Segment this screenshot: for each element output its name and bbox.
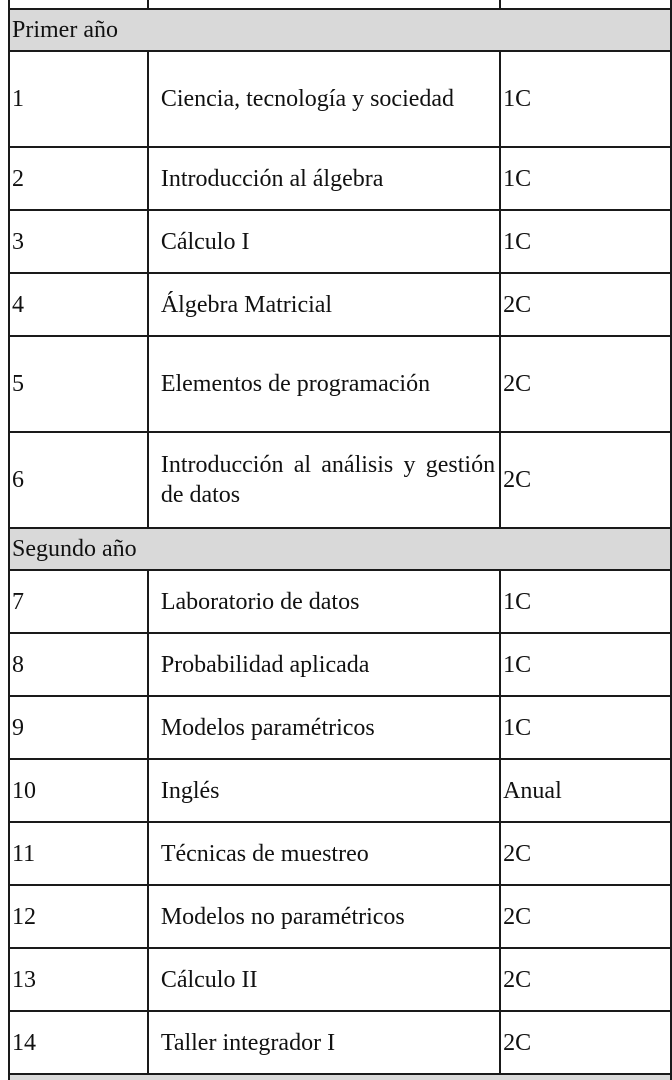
table-row (9, 273, 671, 336)
table-row (9, 759, 671, 822)
course-name: Cálculo I (160, 228, 250, 255)
table-row (9, 432, 671, 528)
course-number: 11 (9, 822, 148, 885)
course-term: Anual (500, 759, 671, 822)
table-row (9, 210, 671, 273)
section-header-row (9, 9, 671, 51)
course-term: 1C (500, 147, 671, 210)
course-number: 1 (9, 51, 148, 147)
table-row (9, 948, 671, 1011)
course-term: 2C (500, 273, 671, 336)
table-row (9, 1011, 671, 1074)
course-term: 2C (500, 336, 671, 432)
course-name: Ciencia, tecnología y sociedad (160, 86, 455, 112)
course-name: Modelos no paramétricos (160, 903, 405, 930)
course-name: Taller integrador I (160, 1029, 336, 1056)
table-row (9, 885, 671, 948)
course-name: Introducción al álgebra (160, 165, 384, 192)
course-number: 7 (9, 570, 148, 633)
course-number: 5 (9, 336, 148, 432)
section-title: Primer año (9, 9, 671, 51)
table-row (9, 633, 671, 696)
course-name: Técnicas de muestreo (160, 840, 369, 867)
table-row (9, 822, 671, 885)
course-term: 1C (500, 570, 671, 633)
course-term: 1C (500, 51, 671, 147)
course-number: 12 (9, 885, 148, 948)
section-title: Segundo año (9, 528, 671, 570)
table-top-strip (9, 0, 671, 9)
course-term: 2C (500, 822, 671, 885)
curriculum-table (8, 0, 672, 1080)
course-name: Modelos paramétricos (160, 714, 375, 741)
course-name: Cálculo II (160, 966, 258, 993)
course-number: 4 (9, 273, 148, 336)
course-term: 2C (500, 1011, 671, 1074)
next-section-row (9, 1074, 671, 1080)
course-name: Álgebra Matricial (160, 291, 333, 318)
course-number: 2 (9, 147, 148, 210)
course-number: 8 (9, 633, 148, 696)
course-number: 6 (9, 432, 148, 528)
course-number: 14 (9, 1011, 148, 1074)
table-row (9, 147, 671, 210)
table-row (9, 336, 671, 432)
course-name: Probabilidad aplicada (160, 651, 370, 678)
section-header-row (9, 528, 671, 570)
course-term: 2C (500, 948, 671, 1011)
table-row (9, 51, 671, 147)
course-name: Inglés (160, 777, 220, 804)
course-number: 13 (9, 948, 148, 1011)
course-number: 10 (9, 759, 148, 822)
course-term: 2C (500, 432, 671, 528)
course-number: 9 (9, 696, 148, 759)
course-name: Elementos de programación (160, 371, 431, 397)
course-term: 1C (500, 210, 671, 273)
course-term: 1C (500, 633, 671, 696)
course-number: 3 (9, 210, 148, 273)
course-name: Introducción al análisis y gestión de datos (160, 452, 496, 508)
course-term: 2C (500, 885, 671, 948)
table-row (9, 696, 671, 759)
course-name: Laboratorio de datos (160, 588, 360, 615)
course-term: 1C (500, 696, 671, 759)
table-row (9, 570, 671, 633)
